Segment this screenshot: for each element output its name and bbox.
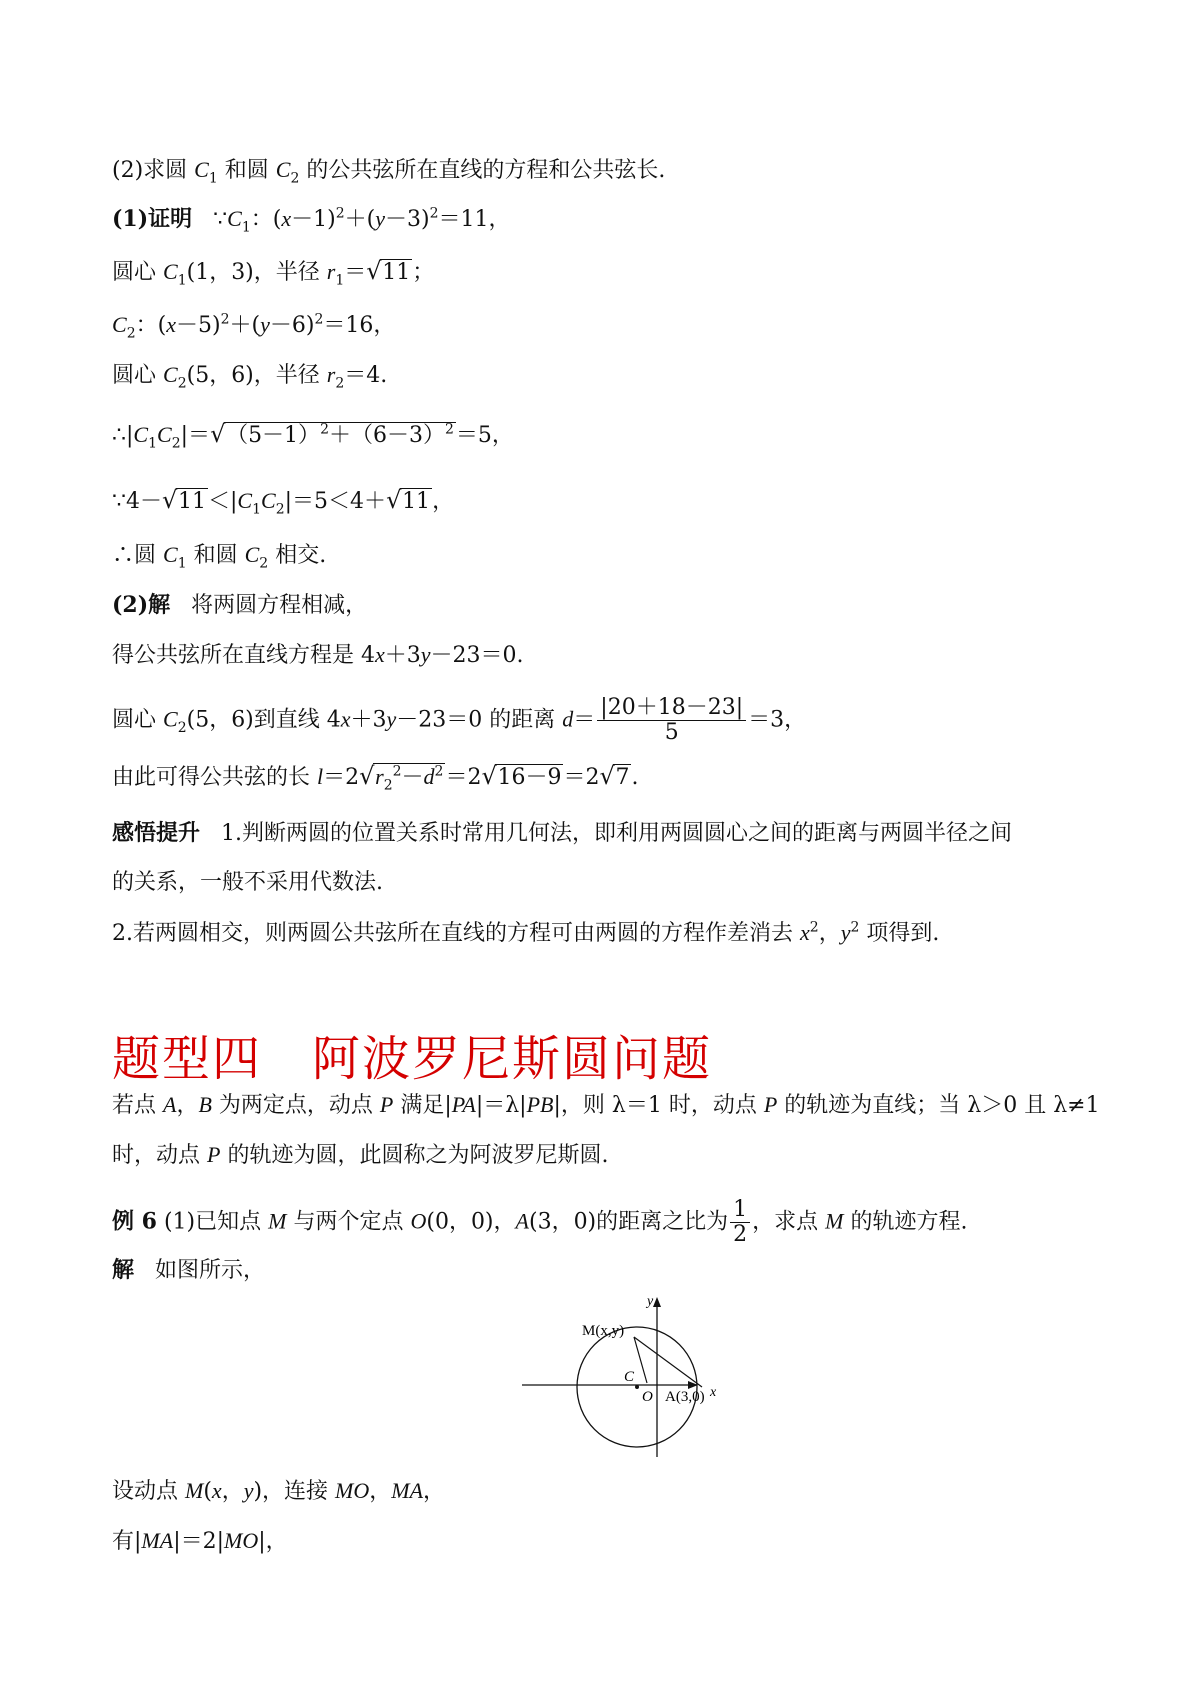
example-line: 例 6 (1)已知点 M 与两个定点 O(0，0)，A(3，0)的距离之比为 $\frac{1}{2}$ ，求点 M 的轨迹方程. <box>112 1197 968 1247</box>
text-line: (2)求圆 $C_1$ 和圆 $C_2$ 的公共弦所在直线的方程和公共弦长. <box>112 157 666 187</box>
solution-line <box>112 590 367 621</box>
text-line: 若点 A，B 为两定点，动点 P 满足|PA|＝λ|PB|，则 λ＝1 时，动点 P 的轨迹为直线；当 λ＞0 且 λ≠1 <box>112 1092 1100 1118</box>
text-line: 得公共弦所在直线方程是 4x＋3y－23＝0. <box>112 642 524 668</box>
point-M-label: M(x,y) <box>582 1323 625 1339</box>
y-axis-arrow-icon <box>653 1297 661 1307</box>
text-line: 由此可得公共弦的长 l＝2√ $r_2^2-d^2=2√$ 16－9＝2√ 7. <box>112 762 638 793</box>
point-C-label: C <box>624 1369 635 1385</box>
text-line: 设动点 M(x，y)，连接 MO，MA， <box>112 1478 446 1504</box>
insight-label: 感悟提升 <box>112 820 201 846</box>
text-line: $C_2$：$(x-5)^2+(y-6)^2=16$， <box>112 311 396 342</box>
ratio-fraction: $\frac{1}{2}$ <box>730 1198 750 1247</box>
text-line: 时，动点 P 的轨迹为圆，此圆称之为阿波罗尼斯圆. <box>112 1142 609 1168</box>
solution-label: (2)解 <box>112 592 171 618</box>
proof-label: (1)证明 <box>112 206 193 232</box>
page <box>112 0 1102 1698</box>
text: 将两圆方程相减， <box>191 593 368 618</box>
solution-line <box>112 1255 265 1286</box>
distance-fraction: $\frac{|20+18-23|}{5}$ <box>597 696 746 745</box>
proof-line: (1)证明 $\because C_1$：$(x-1)^2+(y-3)^2=11$， <box>112 205 511 236</box>
example-label: 例 6 <box>112 1208 157 1235</box>
section-heading: 题型四 阿波罗尼斯圆问题 <box>112 1031 713 1087</box>
point-O-label: O <box>642 1389 653 1405</box>
text-line: 圆心 $C_2(5$，6)到直线 4x＋3y－23＝0 的距离 d＝ $\frac{|20+18-23|}{5}$ ＝3， <box>112 695 807 745</box>
text-line: 圆心 $C_2(5$，6)，半径 $r_2=4$. <box>112 362 388 392</box>
text: 1.判断两圆的位置关系时常用几何法，即利用两圆圆心之间的距离与两圆半径之间 <box>221 821 1012 846</box>
text-line: 的关系，一般不采用代数法. <box>112 870 383 895</box>
text-line: 2.若两圆相交，则两圆公共弦所在直线的方程可由两圆的方程作差消去 $x^2$，$y^2$ 项得到. <box>112 919 940 946</box>
apollonius-figure <box>522 1295 722 1465</box>
text-line: 圆心 $C_1(1$，3)，半径 $r_1=√$ 11； <box>112 257 434 288</box>
text-line: ∵4－√ $11<|C_1C_2|=5<4+√$ 11， <box>112 486 454 517</box>
point-A-label: A(3,0) <box>665 1389 705 1405</box>
insight-line <box>112 818 1012 849</box>
text-line: ∴圆 $C_1$ 和圆 $C_2$ 相交. <box>112 542 327 572</box>
segment-MO <box>634 1337 647 1383</box>
text-line: $\therefore|C_1C_2|=√$ $(5-1)^2+(6-3)^2=5$， <box>112 420 514 451</box>
solution-label: 解 <box>112 1257 135 1283</box>
text: 如图所示， <box>155 1258 266 1283</box>
text-line: 有|MA|＝2|MO|， <box>112 1528 288 1554</box>
y-label: y <box>647 1295 654 1309</box>
center-point <box>635 1385 639 1389</box>
x-label: x <box>710 1385 717 1400</box>
